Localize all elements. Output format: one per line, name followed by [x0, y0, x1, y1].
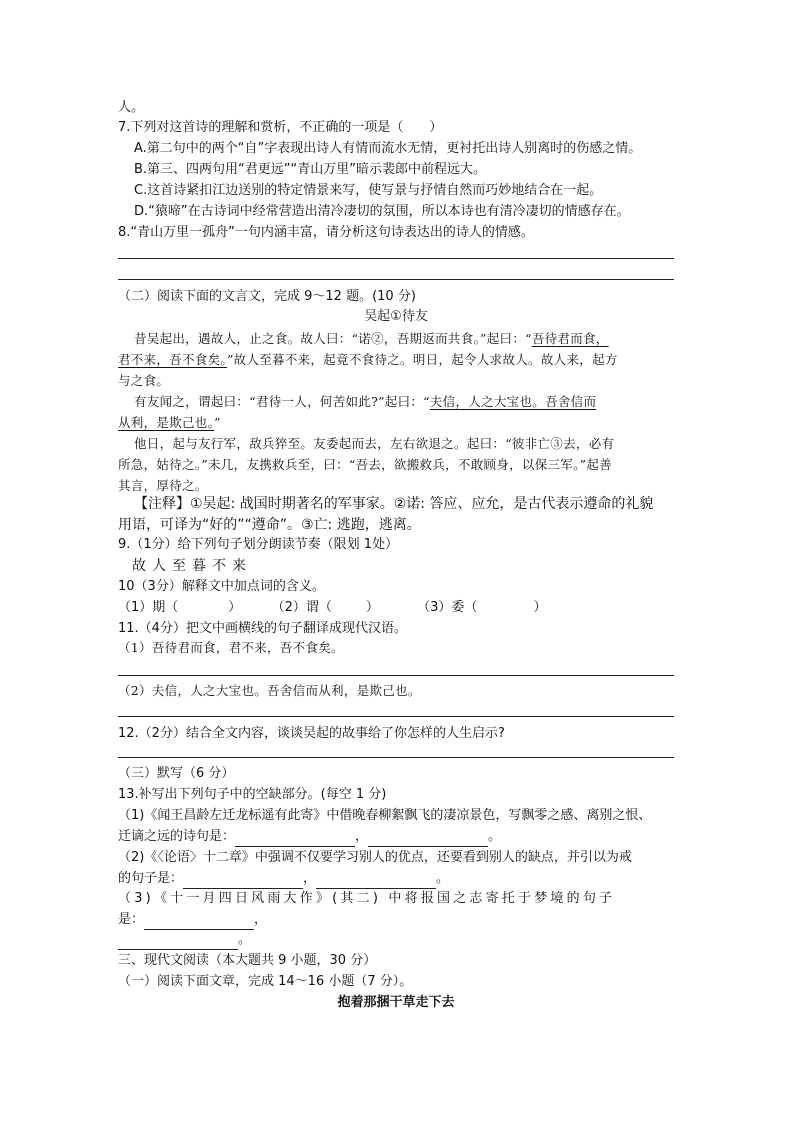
passage-p1-line2: 君不来，吾不食矣。”故人至暮不来，起竟不食待之。明日，起令人求故人。故人来，起方: [118, 352, 618, 367]
q13-item3-line1: （3)《十一月四日风雨大作》(其二) 中将报国之志寄托于梦境的句子: [118, 891, 616, 906]
q13-item3-line3: 。: [118, 930, 251, 950]
q11-stem: 11.（4分）把文中画横线的句子翻译成现代汉语。: [118, 621, 407, 636]
q10-item-3: （3）委（: [417, 600, 478, 615]
q10-items: （1）期（ ） （2）谓（ ） （3）委（ ）: [118, 600, 547, 615]
passage-p3-line1: 他日，起与友行军，敌兵猝至。友委起而去，左右欲退之。起曰：“彼非亡③去，必有: [134, 436, 615, 451]
q11-sentence-2: （2）夫信，人之大宝也。吾舍信而从利，是欺己也。: [118, 683, 421, 698]
q7-option-c: C.这首诗紧扣江边送别的特定情景来写，使写景与抒情自然而巧妙地结合在一起。: [134, 183, 603, 198]
q11-answer-line-2: [118, 716, 674, 717]
q8-answer-line-1: [118, 258, 674, 259]
q8-answer-line-2: [118, 279, 674, 280]
q8-stem: 8.“青山万里一孤舟”一句内涵丰富，请分析这句诗表达出的诗人的情感。: [118, 225, 534, 240]
passage-p3-line2: 所急，姑待之。”未几，友携救兵至，曰：“吾去，欲搬救兵，不敢顾身，以保三军。”起善: [118, 457, 612, 472]
fill-blank-3[interactable]: [183, 874, 303, 889]
passage-p1-line3: 与之食。: [118, 373, 170, 388]
fill-blank-6[interactable]: [118, 935, 238, 950]
section3-heading: （三）默写（6 分）: [118, 766, 235, 781]
fill-blank-2[interactable]: [368, 832, 488, 847]
underlined-sentence-2b: 从利，是欺己也。: [118, 415, 215, 430]
q9-stem: 9.（1分）给下列句子划分朗读节奏（限划 1处）: [118, 537, 399, 552]
fill-blank-5[interactable]: [144, 915, 254, 930]
q7-stem: 7.下列对这首诗的理解和赏析，不正确的一项是（ ）: [118, 120, 443, 135]
q13-stem: 13.补写出下列句子中的空缺部分。(每空 1 分): [118, 787, 387, 802]
underlined-sentence-1a: 吾待君而食，: [531, 331, 609, 346]
passage-p2-line1: 有友闻之，谓起曰：“君待一人，何苦如此?”起曰：“夫信，人之大宝也。吾舍信而: [134, 394, 597, 409]
prev-question-fragment: 人。: [118, 100, 145, 115]
fill-blank-4[interactable]: [316, 874, 436, 889]
fill-blank-1[interactable]: [235, 832, 355, 847]
q11-sentence-1: （1）吾待君而食，君不来，吾不食矣。: [118, 640, 344, 655]
passage-p3-line3: 其言，厚待之。: [118, 478, 208, 493]
notes-line2: 用语，可译为“好的”“遵命”。③亡: 逃跑，逃离。: [118, 517, 421, 533]
q10-item-2: （2）谓（: [271, 600, 332, 615]
q9-sentence: 故人至暮不来: [132, 558, 252, 574]
q13-item1-line1: （1)《闻王昌龄左迁龙标遥有此寄》中借晚春柳絮飘飞的凄凉景色，写飘零之感、离别之恨、: [118, 808, 652, 823]
q10-stem: 10（3分）解释文中加点词的含义。: [118, 579, 325, 594]
q7-option-a: A.第二句中的两个“自”字表现出诗人有情而流水无情，更衬托出诗人别离时的伤感之情。: [134, 141, 642, 156]
q7-option-d: D.“猿啼”在古诗词中经常营造出清冷凄切的氛围，所以本诗也有清冷凄切的情感存在。: [134, 204, 630, 219]
modern-passage-title: 抱着那捆干草走下去: [337, 995, 455, 1010]
q12-answer-line: [118, 757, 674, 758]
underlined-sentence-1b: 君不来，吾不食矣。: [118, 352, 227, 367]
q13-item2-line1: （2)《〈论语〉十二章》中强调不仅要学习别人的优点，还要看到别人的缺点，并引以为戒: [118, 850, 632, 865]
notes-line1: 【注释】①吴起: 战国时期著名的军事家。②诺: 答应、应允，是古代表示遵命的礼貌: [134, 496, 654, 512]
passage-p2-line2: 从利，是欺己也。”: [118, 415, 221, 430]
part3-subheading: （一）阅读下面文章，完成 14～16 小题（7 分）。: [118, 974, 413, 989]
passage-p1-line1: 昔吴起出，遇故人，止之食。故人曰：“诺②，吾期返而共食。”起曰：“吾待君而食，: [134, 331, 609, 346]
q12-stem: 12.（2分）结合全文内容，谈谈吴起的故事给了你怎样的人生启示?: [118, 726, 505, 741]
part3-heading: 三、现代文阅读（本大题共 9 小题，30 分）: [118, 953, 377, 968]
q7-option-b: B.第三、四两句用“君更远”“青山万里”暗示裴郎中前程远大。: [134, 162, 486, 177]
q10-item-1: （1）期（: [118, 600, 179, 615]
underlined-sentence-2a: 夫信，人之大宝也。吾舍信而: [429, 394, 597, 409]
section2-heading: （二）阅读下面的文言文，完成 9～12 题。(10 分): [118, 289, 416, 304]
q13-item3-line2: 是： ，: [118, 910, 267, 930]
q13-item1-line2: 迁谪之远的诗句是： ， 。: [118, 827, 501, 847]
passage-title: 吴起①待友: [364, 309, 428, 324]
q13-item2-line2: 的句子是： ， 。: [118, 869, 449, 889]
q11-answer-line-1: [118, 675, 674, 676]
